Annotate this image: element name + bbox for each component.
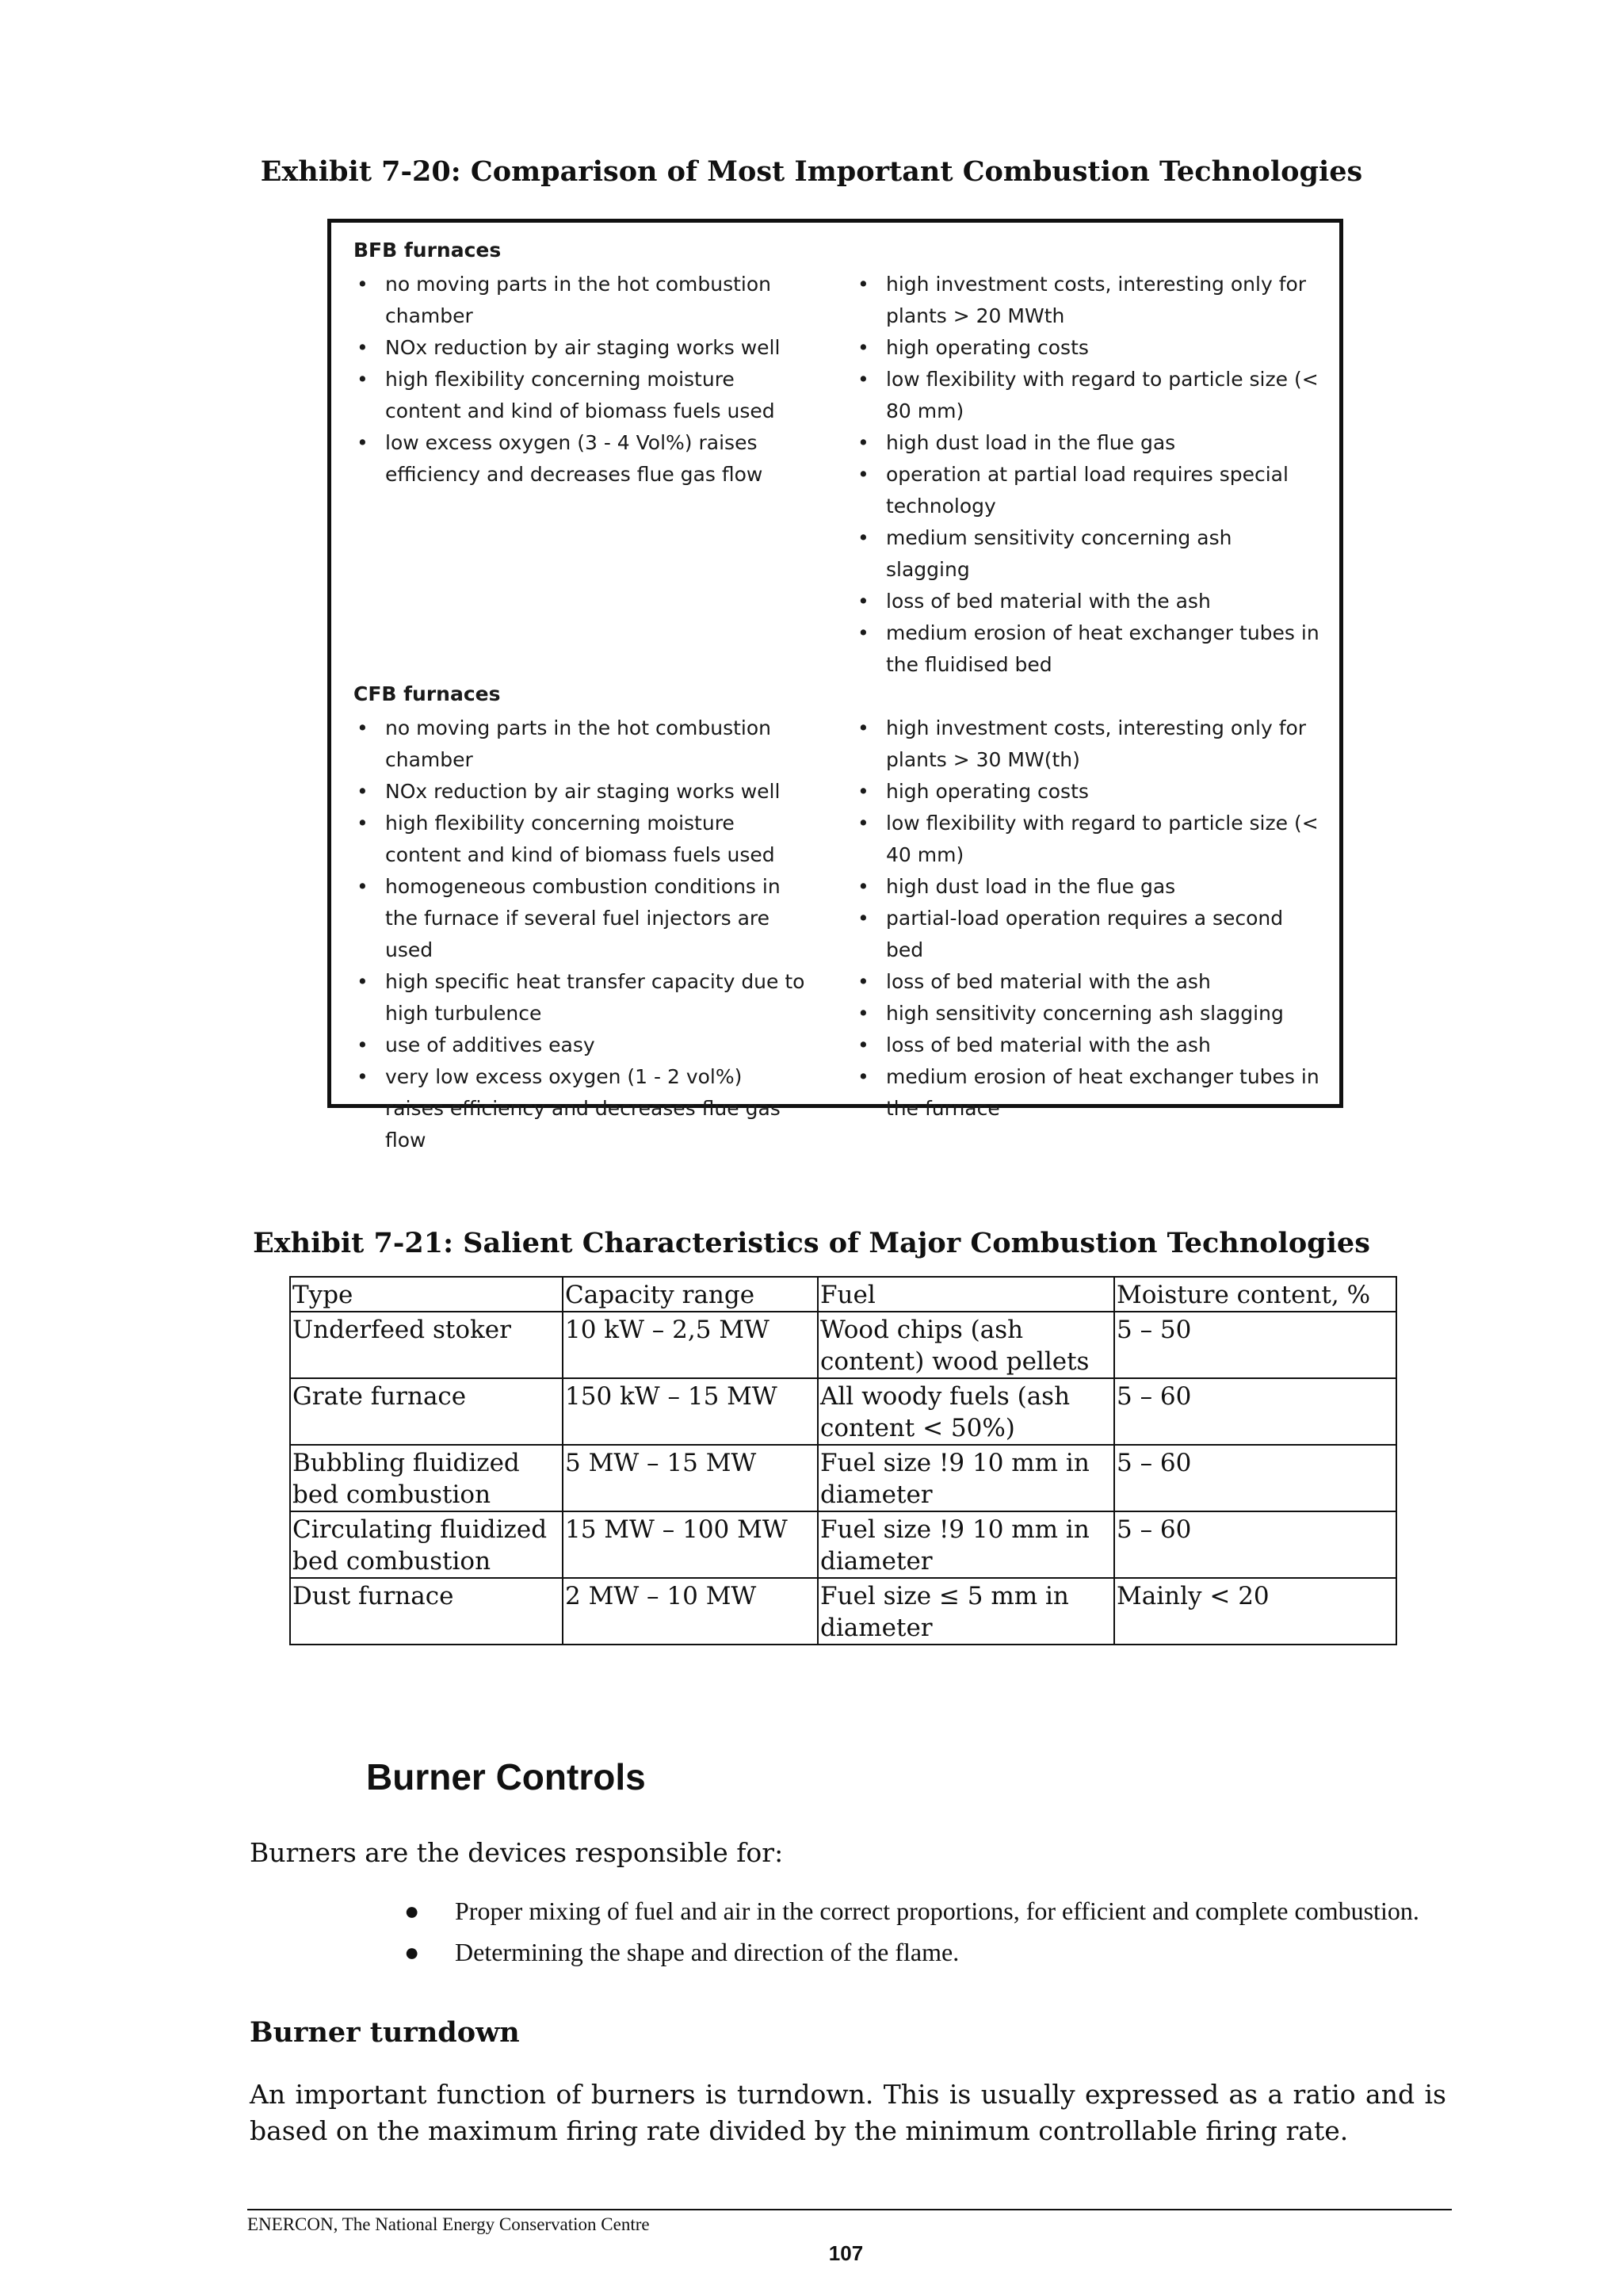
column-header-fuel: Fuel <box>818 1277 1114 1312</box>
list-item <box>854 617 1322 681</box>
table-row <box>290 1511 1396 1578</box>
section-heading: Burner Controls <box>366 1756 646 1797</box>
list-item <box>353 1030 805 1061</box>
list-item-text: medium sensitivity concerning ash slagging <box>886 526 1232 581</box>
fuel-cell: Fuel size ≤ 5 mm in diameter <box>818 1578 1114 1645</box>
bullet-icon: • <box>357 431 369 454</box>
capacity-cell: 15 MW – 100 MW <box>563 1511 818 1578</box>
list-item <box>854 776 1322 808</box>
bullet-icon: • <box>857 970 869 993</box>
moisture-cell: 5 – 60 <box>1114 1445 1396 1511</box>
list-item-text: NOx reduction by air staging works well <box>385 336 781 359</box>
bullet-icon: • <box>357 336 369 359</box>
burner-duties-list <box>404 1894 1434 1977</box>
list-item <box>854 998 1322 1030</box>
table-row <box>290 1378 1396 1445</box>
list-item <box>353 332 805 364</box>
list-item-text: loss of bed material with the ash <box>886 970 1211 993</box>
bullet-icon: • <box>857 812 869 835</box>
bullet-icon: ● <box>404 1938 420 1966</box>
list-item <box>353 427 805 491</box>
bullet-icon: • <box>357 875 369 898</box>
list-item <box>854 269 1322 332</box>
list-item <box>353 776 805 808</box>
bullet-icon: • <box>857 907 869 930</box>
type-cell: Grate furnace <box>290 1378 563 1445</box>
list-item <box>854 1030 1322 1061</box>
list-item <box>854 332 1322 364</box>
list-item <box>404 1935 1434 1969</box>
fuel-cell: Fuel size !9 10 mm in diameter <box>818 1511 1114 1578</box>
bullet-icon: • <box>857 1033 869 1056</box>
bullet-icon: • <box>357 1065 369 1088</box>
list-item-text: high dust load in the flue gas <box>886 875 1176 898</box>
list-item-text: high flexibility concerning moisture content and kind of biomass fuels used <box>385 368 775 422</box>
bullet-icon: • <box>357 780 369 803</box>
bullet-icon: • <box>857 1002 869 1025</box>
type-cell: Dust furnace <box>290 1578 563 1645</box>
bullet-icon: • <box>357 812 369 835</box>
list-item <box>854 586 1322 617</box>
page-number: 107 <box>828 2241 864 2265</box>
list-item-text: low excess oxygen (3 - 4 Vol%) raises efficiency and decreases flue gas flow <box>385 431 763 486</box>
intro-text: Burners are the devices responsible for: <box>250 1837 784 1868</box>
bullet-icon: • <box>857 590 869 613</box>
list-item-text: homogeneous combustion conditions in the furnace if several fuel injectors are used <box>385 875 781 961</box>
footer-divider <box>247 2209 1452 2210</box>
exhibit-21-title: Exhibit 7-21: Salient Characteristics of Major Combustion Technologies <box>253 1227 1370 1259</box>
bfb-disadvantages-list <box>854 269 1322 681</box>
list-item-text: Proper mixing of fuel and air in the correct proportions, for efficient and complete combustion. <box>455 1897 1419 1925</box>
moisture-cell: Mainly < 20 <box>1114 1578 1396 1645</box>
moisture-cell: 5 – 60 <box>1114 1378 1396 1445</box>
table-header-row <box>290 1277 1396 1312</box>
list-item-text: high investment costs, interesting only for plants > 30 MW(th) <box>886 716 1307 771</box>
list-item-text: low flexibility with regard to particle size (< 80 mm) <box>886 368 1319 422</box>
list-item-text: high operating costs <box>886 780 1089 803</box>
list-item-text: NOx reduction by air staging works well <box>385 780 781 803</box>
list-item-text: use of additives easy <box>385 1033 595 1056</box>
list-item-text: high sensitivity concerning ash slagging <box>886 1002 1284 1025</box>
bullet-icon: • <box>857 875 869 898</box>
sub-heading: Burner turndown <box>250 2016 520 2049</box>
table-row <box>290 1578 1396 1645</box>
list-item-text: medium erosion of heat exchanger tubes in the fluidised bed <box>886 621 1319 676</box>
list-item <box>854 364 1322 427</box>
list-item-text: Determining the shape and direction of the flame. <box>455 1938 960 1966</box>
list-item-text: partial-load operation requires a second bed <box>886 907 1284 961</box>
exhibit-20-title: Exhibit 7-20: Comparison of Most Important Combustion Technologies <box>260 155 1363 188</box>
bullet-icon: • <box>857 716 869 739</box>
list-item <box>854 871 1322 903</box>
bfb-advantages-list <box>353 269 805 491</box>
bullet-icon: • <box>857 368 869 391</box>
capacity-cell: 5 MW – 15 MW <box>563 1445 818 1511</box>
list-item <box>854 966 1322 998</box>
bullet-icon: • <box>857 431 869 454</box>
bullet-icon: • <box>857 336 869 359</box>
moisture-cell: 5 – 50 <box>1114 1312 1396 1378</box>
list-item <box>854 427 1322 459</box>
list-item-text: no moving parts in the hot combustion chamber <box>385 716 771 771</box>
type-cell: Bubbling fluidized bed combustion <box>290 1445 563 1511</box>
bullet-icon: • <box>357 1033 369 1056</box>
list-item <box>353 808 805 871</box>
list-item <box>854 459 1322 522</box>
column-header-type: Type <box>290 1277 563 1312</box>
capacity-cell: 10 kW – 2,5 MW <box>563 1312 818 1378</box>
capacity-cell: 2 MW – 10 MW <box>563 1578 818 1645</box>
table-row <box>290 1312 1396 1378</box>
footer-organization: ENERCON, The National Energy Conservation Centre <box>247 2214 650 2234</box>
list-item-text: high operating costs <box>886 336 1089 359</box>
list-item <box>854 1061 1322 1125</box>
list-item <box>854 903 1322 966</box>
cfb-advantages-list <box>353 712 805 1156</box>
bullet-icon: • <box>857 273 869 296</box>
list-item-text: medium erosion of heat exchanger tubes in the furnace <box>886 1065 1319 1120</box>
list-item <box>353 712 805 776</box>
table-row <box>290 1445 1396 1511</box>
column-header-capacity: Capacity range <box>563 1277 818 1312</box>
bullet-icon: • <box>357 368 369 391</box>
list-item <box>353 269 805 332</box>
type-cell: Underfeed stoker <box>290 1312 563 1378</box>
list-item-text: high flexibility concerning moisture content and kind of biomass fuels used <box>385 812 775 866</box>
bullet-icon: • <box>857 621 869 644</box>
list-item-text: operation at partial load requires special technology <box>886 463 1289 518</box>
list-item <box>353 871 805 966</box>
list-item <box>353 364 805 427</box>
list-item <box>854 522 1322 586</box>
fuel-cell: Wood chips (ash content) wood pellets <box>818 1312 1114 1378</box>
bullet-icon: • <box>857 526 869 549</box>
list-item-text: no moving parts in the hot combustion chamber <box>385 273 771 327</box>
list-item <box>854 712 1322 776</box>
list-item <box>404 1894 1434 1927</box>
list-item <box>854 808 1322 871</box>
list-item <box>353 966 805 1030</box>
moisture-cell: 5 – 60 <box>1114 1511 1396 1578</box>
type-cell: Circulating fluidized bed combustion <box>290 1511 563 1578</box>
combustion-comparison-figure <box>327 219 1343 1152</box>
bullet-icon: • <box>357 273 369 296</box>
body-paragraph: An important function of burners is turndown. This is usually expressed as a ratio and is based on the maximum firing rate divided by the minimum controllable firing rate. <box>250 2079 1446 2146</box>
bullet-icon: • <box>357 716 369 739</box>
bullet-icon: ● <box>404 1897 420 1925</box>
list-item-text: loss of bed material with the ash <box>886 1033 1211 1056</box>
bfb-heading: BFB furnaces <box>353 239 502 262</box>
list-item <box>353 1061 805 1156</box>
list-item-text: high specific heat transfer capacity due to high turbulence <box>385 970 805 1025</box>
cfb-heading: CFB furnaces <box>353 682 501 705</box>
column-header-moisture: Moisture content, % <box>1114 1277 1396 1312</box>
bullet-icon: • <box>857 463 869 486</box>
list-item-text: loss of bed material with the ash <box>886 590 1211 613</box>
table-body <box>290 1312 1396 1645</box>
fuel-cell: All woody fuels (ash content < 50%) <box>818 1378 1114 1445</box>
list-item-text: high dust load in the flue gas <box>886 431 1176 454</box>
cfb-disadvantages-list <box>854 712 1322 1125</box>
capacity-cell: 150 kW – 15 MW <box>563 1378 818 1445</box>
combustion-characteristics-table <box>289 1276 1397 1645</box>
fuel-cell: Fuel size !9 10 mm in diameter <box>818 1445 1114 1511</box>
bullet-icon: • <box>357 970 369 993</box>
bullet-icon: • <box>857 780 869 803</box>
list-item-text: low flexibility with regard to particle size (< 40 mm) <box>886 812 1319 866</box>
list-item-text: high investment costs, interesting only for plants > 20 MWth <box>886 273 1307 327</box>
list-item-text: very low excess oxygen (1 - 2 vol%) raises efficiency and decreases flue gas flow <box>385 1065 781 1152</box>
bullet-icon: • <box>857 1065 869 1088</box>
